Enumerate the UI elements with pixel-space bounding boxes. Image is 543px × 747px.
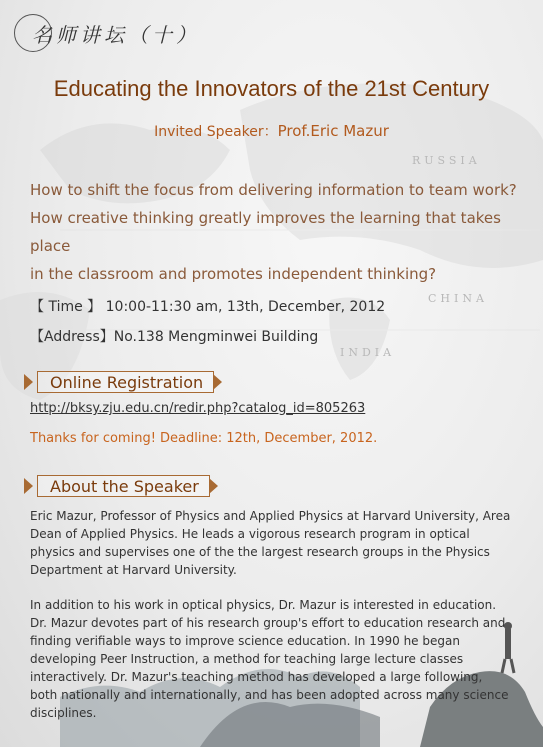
deadline-note: Thanks for coming! Deadline: 12th, December, 2012.: [30, 431, 378, 446]
speaker-education-paragraph: In addition to his work in optical physics, Dr. Mazur is interested in education. Dr. Mazur devotes part of his research group's effort to education research and finding verifiable ways to improve science education. In 1990 he began developing Peer Instruction, a method for teaching large lecture classes interactively. Dr. Mazur's teaching method has developed a large following, both nationally and internationally, and has been adopted across many science disciplines.: [30, 598, 509, 720]
speaker-line: [0, 121, 543, 141]
intro-questions: [30, 176, 530, 288]
speaker-label: Invited Speaker：: [154, 124, 278, 140]
speaker-bio-paragraph: Eric Mazur, Professor of Physics and Applied Physics at Harvard University, Area Dean of Applied Physics. He leads a vigorous research program in optical physics and supervises one of the the largest research groups in the Physics Department at Harvard University.: [30, 509, 511, 577]
registration-heading-label: Online Registration: [37, 371, 214, 393]
arrow-right-icon: [209, 478, 218, 494]
question-line: in the classroom and promotes independent thinking?: [30, 265, 437, 283]
question-line: How to shift the focus from delivering information to team work?: [30, 181, 517, 199]
registration-link[interactable]: http://bksy.zju.edu.cn/redir.php?catalog_id=805263: [30, 401, 366, 416]
time-label: 【 Time 】: [30, 299, 102, 315]
about-speaker-heading-label: About the Speaker: [37, 475, 210, 497]
event-title: Educating the Innovators of the 21st Century: [53, 76, 490, 101]
time-row: [30, 296, 385, 316]
address-value: No.138 Mengminwei Building: [113, 329, 319, 345]
series-title: 名师讲坛（十）: [32, 22, 200, 47]
registration-heading: [24, 371, 222, 393]
address-label: 【Address】: [30, 329, 114, 345]
address-row: [30, 326, 318, 346]
map-label-china: CHINA: [428, 292, 488, 305]
map-label-india: INDIA: [340, 346, 396, 359]
map-label-russia: RUSSIA: [412, 154, 481, 167]
arrow-right-icon: [24, 478, 33, 494]
time-value: 10:00-11:30 am, 13th, December, 2012: [105, 299, 386, 315]
series-badge: [14, 14, 200, 52]
arrow-right-icon: [24, 374, 33, 390]
arrow-right-icon: [213, 374, 222, 390]
about-speaker-heading: [24, 475, 218, 497]
question-line: How creative thinking greatly improves the learning that takes place: [30, 209, 501, 255]
speaker-name: Prof.Eric Mazur: [277, 122, 389, 140]
